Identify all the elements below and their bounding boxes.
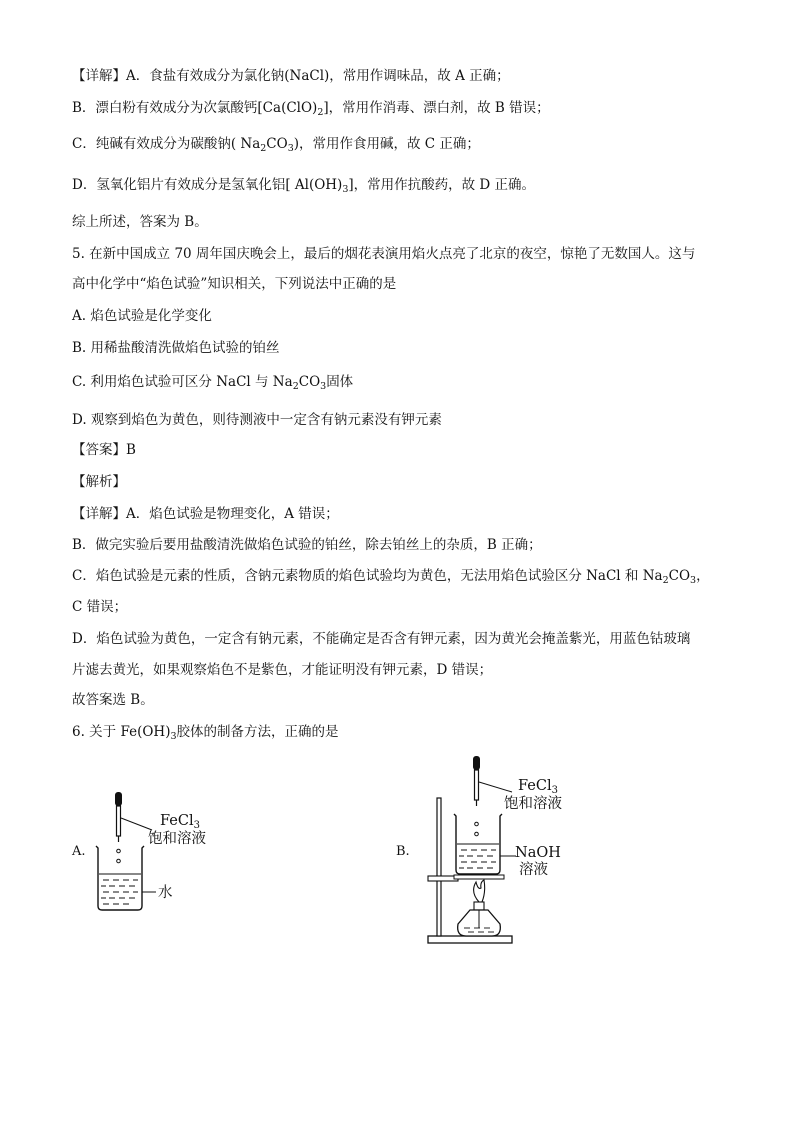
fig-b-liquid-label-line2: 溶液 bbox=[519, 862, 548, 878]
fig-a-liquid-label: 水 bbox=[158, 885, 173, 901]
q4-conclusion: 综上所述，答案为 B。 bbox=[72, 214, 208, 230]
q5-detail-b: B．做完实验后要用盐酸清洗做焰色试验的铂丝，除去铂丝上的杂质，B 正确； bbox=[72, 537, 542, 553]
q4-detail-c: C．纯碱有效成分为碳酸钠( $Na_2CO_3$)，常用作食用碱，故 C 正确； bbox=[72, 136, 480, 154]
fig-b-reagent-label-line2: 饱和溶液 bbox=[504, 796, 562, 812]
q6-stem: 6. 关于 $Fe(OH)_3$胶体的制备方法，正确的是 bbox=[72, 724, 339, 742]
q5-detail-d-line2: 片滤去黄光，如果观察焰色不是紫色，才能证明没有钾元素，D 错误； bbox=[72, 662, 493, 678]
q5-detail-a: 【详解】A．焰色试验是物理变化，A 错误； bbox=[72, 506, 339, 522]
fig-a-dropper-bulb bbox=[115, 792, 122, 806]
fig-b-dropper-tube bbox=[475, 770, 479, 800]
fig-b-dropper-bulb bbox=[473, 756, 480, 770]
fig-a-dropper-tube bbox=[117, 806, 121, 836]
fig-b-reagent-label: FeCl$_3$ bbox=[518, 778, 558, 796]
q5-conclusion: 故答案选 B。 bbox=[72, 692, 154, 708]
q5-detail-c: C．焰色试验是元素的性质，含钠元素物质的焰色试验均为黄色，无法用焰色试验区分 NaCl 和 $Na_2CO_3$， bbox=[72, 568, 710, 586]
fig-a-reagent-label: FeCl$_3$ bbox=[160, 813, 200, 831]
fig-b-liquid-label-line1: NaOH bbox=[515, 845, 561, 861]
fig-a-apparatus bbox=[90, 788, 210, 918]
q4-detail-a: 【详解】A．食盐有效成分为氯化钠(NaCl)，常用作调味品，故 A 正确； bbox=[72, 68, 510, 84]
q5-answer: 【答案】B bbox=[72, 442, 136, 458]
q5-stem-line2: 高中化学中“焰色试验”知识相关，下列说法中正确的是 bbox=[72, 276, 397, 292]
fig-b-wire-gauze bbox=[454, 875, 504, 879]
q5-option-a: A. 焰色试验是化学变化 bbox=[72, 308, 212, 324]
q5-option-b: B. 用稀盐酸清洗做焰色试验的铂丝 bbox=[72, 340, 280, 356]
q5-option-c: C. 利用焰色试验可区分 NaCl 与 $Na_2CO_3$固体 bbox=[72, 374, 354, 392]
fig-b-stand-rod bbox=[437, 798, 441, 936]
q4-detail-b: B．漂白粉有效成分为次氯酸钙$[Ca(ClO)_2]$，常用作消毒、漂白剂，故 B 错误； bbox=[72, 100, 550, 118]
q5-detail-c-cont: C 错误； bbox=[72, 599, 128, 615]
fig-a-reagent-label-line2: 饱和溶液 bbox=[148, 831, 206, 847]
q5-option-d: D. 观察到焰色为黄色，则待测液中一定含有钠元素没有钾元素 bbox=[72, 412, 442, 428]
fig-b-flame bbox=[474, 880, 485, 902]
fig-b-stand-base bbox=[428, 936, 512, 943]
q4-detail-d: D．氢氧化铝片有效成分是氢氧化铝[ $Al(OH)_3$]，常用作抗酸药，故 D 正确。 bbox=[72, 177, 536, 195]
q5-detail-d-line1: D．焰色试验为黄色，一定含有钠元素，不能确定是否含有钾元素，因为黄光会掩盖紫光，用蓝色钴玻璃 bbox=[72, 631, 691, 647]
q5-analysis-heading: 【解析】 bbox=[72, 474, 126, 490]
q5-stem-line1: 5. 在新中国成立 70 周年国庆晚会上，最后的烟花表演用焰火点亮了北京的夜空，惊艳了无数国人。这与 bbox=[72, 246, 696, 262]
fig-a-label: A. bbox=[72, 844, 86, 859]
fig-a-beaker bbox=[96, 846, 144, 910]
fig-b-label: B. bbox=[396, 844, 410, 859]
